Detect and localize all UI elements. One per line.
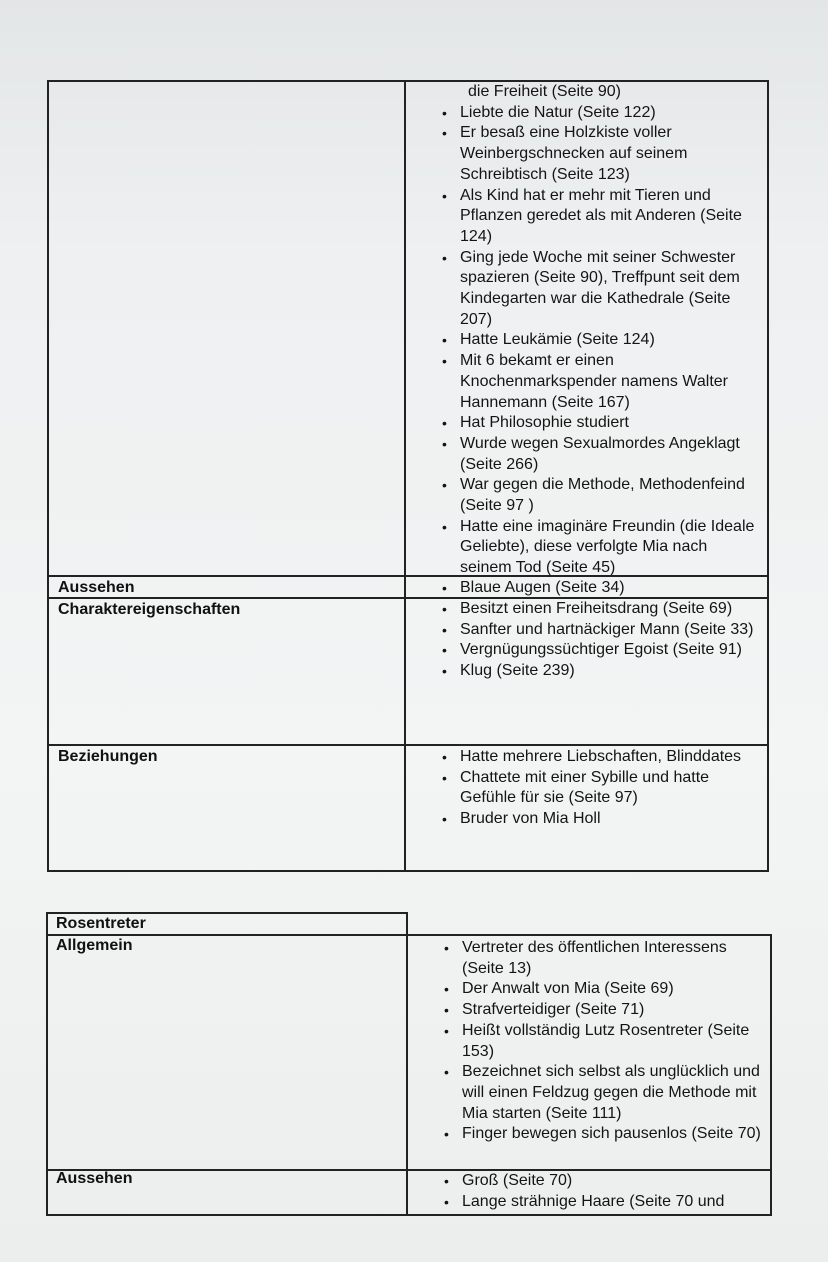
list-item: [430, 1000, 766, 1021]
bullet-icon: •: [442, 642, 447, 659]
bullet-icon: •: [444, 1022, 449, 1039]
aussehen-list: [428, 578, 758, 599]
list-item: [428, 517, 758, 575]
bullet-icon: •: [442, 621, 447, 638]
bullet-icon: •: [442, 353, 447, 370]
list-item-text: Sanfter und hartnäckiger Mann (Seite 33): [460, 620, 754, 638]
row-label-charaktereigenschaften: Charaktereigenschaften: [58, 601, 241, 618]
list-item-text: Vergnügungssüchtiger Egoist (Seite 91): [460, 641, 742, 659]
aussehen-2-list: [430, 1171, 766, 1212]
table1-general-list: [428, 82, 758, 575]
list-item-text: Hat Philosophie studiert: [460, 414, 629, 432]
list-item: [428, 661, 758, 682]
list-item-text: Groß (Seite 70): [462, 1172, 573, 1189]
list-item: [428, 809, 758, 830]
list-item: [430, 1171, 766, 1192]
list-item: [428, 413, 758, 434]
bullet-icon: •: [444, 1064, 449, 1081]
list-item: [430, 979, 766, 1000]
bullet-icon: •: [444, 1002, 449, 1019]
bullet-icon: •: [442, 749, 447, 765]
list-item-text: Strafverteidiger (Seite 71): [462, 1001, 645, 1019]
list-item: [428, 768, 758, 809]
list-item: [430, 1192, 766, 1213]
list-item: [430, 1124, 766, 1145]
list-item: [430, 1021, 766, 1062]
list-item: [428, 747, 758, 768]
list-item: [428, 578, 758, 599]
table1-column-divider: [404, 80, 406, 872]
row-label-beziehungen: Beziehungen: [58, 748, 158, 765]
bullet-icon: •: [442, 477, 447, 494]
charakter-list: [428, 599, 758, 682]
list-item-text: Hatte eine imaginäre Freundin (die Ideale Geliebte), diese verfolgte Mia nach seinem Tod (Seite 45): [460, 517, 755, 575]
list-item-text: Bruder von Mia Holl: [460, 810, 601, 828]
list-item: [428, 330, 758, 351]
bullet-icon: •: [444, 1126, 449, 1143]
list-item-text: Hatte mehrere Liebschaften, Blinddates: [460, 748, 742, 765]
bullet-icon: •: [442, 187, 447, 204]
list-item-text: Mit 6 bekamt er einen Knochenmarkspender namens Walter Hannemann (Seite 167): [460, 352, 728, 411]
list-item-text: Heißt vollständig Lutz Rosentreter (Seite 153): [462, 1021, 750, 1060]
bullet-icon: •: [442, 125, 447, 142]
list-item-text: Der Anwalt von Mia (Seite 69): [462, 980, 674, 998]
list-item-text: Klug (Seite 239): [460, 662, 575, 680]
bullet-icon: •: [442, 435, 447, 452]
table2-title: Rosentreter: [56, 915, 146, 932]
list-item-text: War gegen die Methode, Methodenfeind (Seite 97 ): [460, 476, 745, 515]
bullet-icon: •: [442, 332, 447, 349]
list-item-text: Besitzt einen Freiheitsdrang (Seite 69): [460, 600, 733, 617]
row-label-allgemein: Allgemein: [56, 937, 133, 954]
bullet-icon: •: [442, 580, 447, 596]
list-item-text: die Freiheit (Seite 90): [468, 83, 621, 100]
bullet-icon: •: [442, 104, 447, 121]
list-item: [428, 248, 758, 331]
list-item-text: Lange strähnige Haare (Seite 70 und: [462, 1192, 725, 1210]
row-label-aussehen-2: Aussehen: [56, 1170, 133, 1187]
list-item-text: Er besaß eine Holzkiste voller Weinbergschnecken auf seinem Schreibtisch (Seite 123): [460, 124, 688, 183]
list-item-text: Blaue Augen (Seite 34): [460, 579, 625, 596]
table1-row-divider: [47, 744, 769, 746]
list-item: [428, 186, 758, 248]
bullet-icon: •: [444, 1173, 449, 1189]
list-item-text: Vertreter des öffentlichen Interessens (Seite 13): [462, 939, 727, 977]
bullet-icon: •: [442, 811, 447, 828]
bullet-icon: •: [442, 518, 447, 535]
allgemein-list: [430, 938, 766, 1145]
list-item: [428, 434, 758, 475]
list-item: [428, 351, 758, 413]
list-item: [428, 123, 758, 185]
list-item: [428, 475, 758, 516]
list-item: [430, 1062, 766, 1124]
list-item-text: Liebte die Natur (Seite 122): [460, 103, 656, 121]
list-item-text: Ging jede Woche mit seiner Schwester spazieren (Seite 90), Treffpunt seit dem Kindegarten war die Kathedrale (Seite 207): [460, 248, 740, 328]
list-item: [428, 640, 758, 661]
bullet-icon: •: [442, 415, 447, 432]
list-item-continued: [428, 82, 758, 103]
list-item-text: Chattete mit einer Sybille und hatte Gefühle für sie (Seite 97): [460, 768, 710, 807]
beziehungen-list: [428, 747, 758, 830]
list-item-text: Bezeichnet sich selbst als unglücklich und will einen Feldzug gegen die Methode mit Mia starten (Seite 111): [462, 1063, 760, 1122]
bullet-icon: •: [442, 601, 447, 617]
list-item-text: Hatte Leukämie (Seite 124): [460, 331, 655, 349]
row-label-aussehen: Aussehen: [58, 579, 135, 596]
bullet-icon: •: [444, 981, 449, 998]
list-item: [428, 103, 758, 124]
list-item-text: Wurde wegen Sexualmordes Angeklagt (Seite 266): [460, 434, 740, 473]
bullet-icon: •: [442, 663, 447, 680]
list-item-text: Finger bewegen sich pausenlos (Seite 70): [462, 1125, 761, 1143]
list-item: [428, 620, 758, 641]
table1-row-divider: [47, 575, 769, 577]
bullet-icon: •: [444, 940, 449, 956]
list-item: [430, 938, 766, 979]
list-item-text: Als Kind hat er mehr mit Tieren und Pflanzen geredet als mit Anderen (Seite 124): [460, 186, 742, 245]
bullet-icon: •: [444, 1193, 449, 1210]
bullet-icon: •: [442, 249, 447, 266]
bullet-icon: •: [442, 769, 447, 786]
list-item: [428, 599, 758, 620]
